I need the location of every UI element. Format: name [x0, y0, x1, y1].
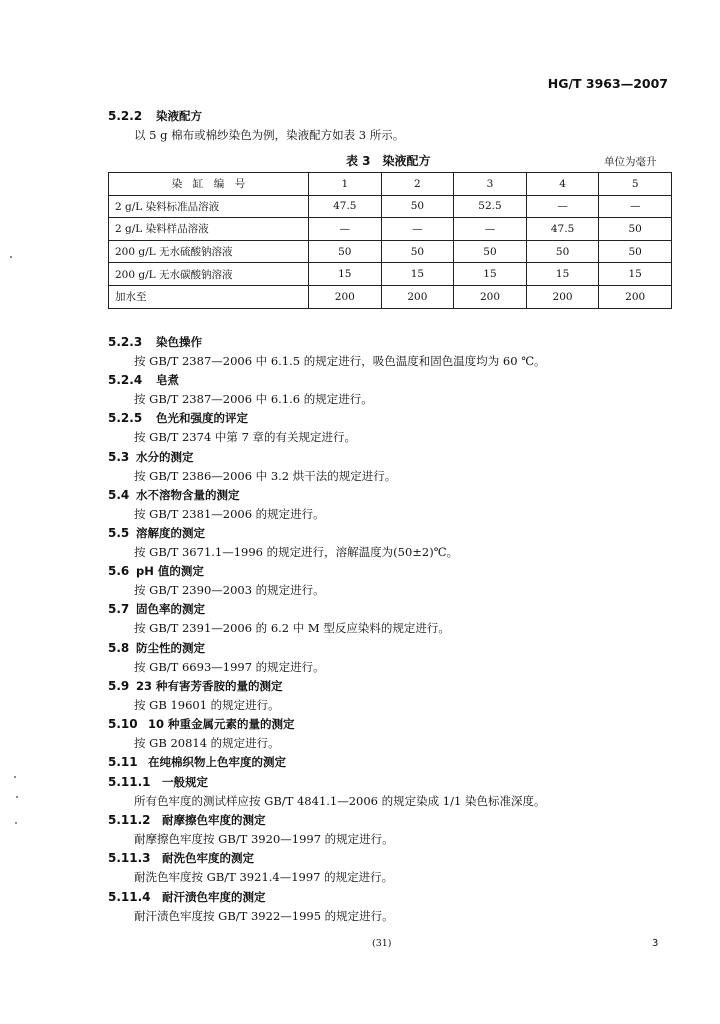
- section-number: 5.11.3: [108, 851, 151, 865]
- table-caption: 表 3 染液配方: [346, 154, 431, 168]
- section-number: 5.6: [108, 564, 130, 578]
- section-body: 按 GB/T 2390—2003 的规定进行。: [134, 583, 325, 597]
- section-title: 耐汗渍色牢度的测定: [162, 890, 266, 904]
- section-heading: [108, 678, 283, 694]
- table-row: [109, 263, 672, 286]
- section-body: 按 GB/T 2386—2006 中 3.2 烘干法的规定进行。: [134, 469, 397, 483]
- section-heading: [108, 774, 208, 790]
- section-body: 耐汗渍色牢度按 GB/T 3922—1995 的规定进行。: [134, 909, 394, 923]
- table-header-cell: 1: [309, 173, 382, 196]
- table-cell: 50: [454, 240, 527, 263]
- section-body: 按 GB/T 2374 中第 7 章的有关规定进行。: [134, 430, 357, 444]
- table-cell: 200: [309, 285, 382, 308]
- section-body: 按 GB/T 3671.1—1996 的规定进行，溶解温度为(50±2)℃。: [134, 545, 459, 559]
- section-title: 在纯棉织物上色牢度的测定: [148, 755, 286, 769]
- table-cell: 47.5: [526, 218, 599, 241]
- section-title: 水不溶物含量的测定: [136, 488, 240, 502]
- section-number: 5.2.3: [108, 335, 143, 349]
- section-heading: [108, 410, 248, 426]
- table-row: [109, 240, 672, 263]
- table-cell: —: [454, 218, 527, 241]
- section-body: 按 GB 19601 的规定进行。: [134, 698, 280, 712]
- section-heading: [108, 754, 286, 770]
- table-header-cell: 2: [381, 173, 454, 196]
- section-number: 5.8: [108, 641, 130, 655]
- section-number: 5.3: [108, 450, 130, 464]
- section-number: 5.11.1: [108, 775, 151, 789]
- section-title: 染液配方: [156, 109, 202, 123]
- section-title: 耐洗色牢度的测定: [162, 851, 254, 865]
- scan-speck: [15, 822, 17, 824]
- table-cell: 52.5: [454, 195, 527, 218]
- scan-speck: [16, 796, 18, 798]
- page-number: 3: [652, 938, 659, 949]
- table-cell: 200: [526, 285, 599, 308]
- dye-formula-table: [108, 172, 672, 309]
- table-cell: 50: [381, 195, 454, 218]
- table-cell: 15: [599, 263, 672, 286]
- table-cell: 200: [599, 285, 672, 308]
- table-cell: 200: [454, 285, 527, 308]
- section-number: 5.2.5: [108, 411, 143, 425]
- table-cell: 50: [599, 240, 672, 263]
- table-cell: 200 g/L 无水碳酸钠溶液: [109, 263, 309, 286]
- table-cell: 15: [309, 263, 382, 286]
- table-cell: 50: [526, 240, 599, 263]
- section-number: 5.9: [108, 679, 130, 693]
- table-row: [109, 195, 672, 218]
- section-heading: [108, 525, 205, 541]
- table-cell: 50: [599, 218, 672, 241]
- section-heading: [108, 563, 204, 579]
- section-heading: [108, 449, 194, 465]
- section-heading: [108, 640, 205, 656]
- section-number: 5.5: [108, 526, 130, 540]
- section-title: 皂煮: [156, 373, 179, 387]
- table-cell: 47.5: [309, 195, 382, 218]
- table-cell: —: [381, 218, 454, 241]
- section-number: 5.11: [108, 755, 138, 769]
- section-number: 5.11.2: [108, 813, 151, 827]
- table-cell: —: [309, 218, 382, 241]
- table-cell: 200: [381, 285, 454, 308]
- section-title: 溶解度的测定: [136, 526, 205, 540]
- table-cell: 50: [381, 240, 454, 263]
- section-heading: [108, 108, 202, 124]
- table-cell: 2 g/L 染料标准品溶液: [109, 195, 309, 218]
- section-heading: [108, 372, 179, 388]
- section-number: 5.2.4: [108, 373, 143, 387]
- section-body: 耐摩擦色牢度按 GB/T 3920—1997 的规定进行。: [134, 832, 394, 846]
- section-body: 按 GB/T 2391—2006 的 6.2 中 M 型反应染料的规定进行。: [134, 621, 450, 635]
- section-title: 防尘性的测定: [136, 641, 205, 655]
- table-row: [109, 218, 672, 241]
- scan-speck: [14, 776, 16, 778]
- section-number: 5.7: [108, 602, 130, 616]
- section-heading: [108, 812, 266, 828]
- table-header-row: [109, 173, 672, 196]
- table-header-cell: 4: [526, 173, 599, 196]
- table-cell: 200 g/L 无水硫酸钠溶液: [109, 240, 309, 263]
- section-number: 5.10: [108, 717, 138, 731]
- section-heading: [108, 601, 205, 617]
- section-title: pH 值的测定: [136, 564, 204, 578]
- section-heading: [108, 487, 240, 503]
- table-cell: 15: [381, 263, 454, 286]
- section-body: 按 GB/T 6693—1997 的规定进行。: [134, 660, 325, 674]
- section-body: 按 GB 20814 的规定进行。: [134, 736, 280, 750]
- table-cell: —: [526, 195, 599, 218]
- section-title: 固色率的测定: [136, 602, 205, 616]
- table-cell: 15: [454, 263, 527, 286]
- table-cell: 加水至: [109, 285, 309, 308]
- section-title: 色光和强度的评定: [156, 411, 248, 425]
- table-header-cell: 染 缸 编 号: [109, 173, 309, 196]
- section-body: 按 GB/T 2381—2006 的规定进行。: [134, 507, 325, 521]
- section-title: 10 种重金属元素的量的测定: [148, 717, 295, 731]
- section-heading: [108, 889, 266, 905]
- section-number: 5.11.4: [108, 890, 151, 904]
- table-header-cell: 5: [599, 173, 672, 196]
- section-title: 耐摩擦色牢度的测定: [162, 813, 266, 827]
- page-mark: (31): [372, 938, 392, 949]
- table-cell: —: [599, 195, 672, 218]
- section-body: 所有色牢度的测试样应按 GB/T 4841.1—2006 的规定染成 1/1 染色标准深度。: [134, 794, 546, 808]
- table-row: [109, 285, 672, 308]
- section-body: 按 GB/T 2387—2006 中 6.1.6 的规定进行。: [134, 392, 373, 406]
- table-cell: 15: [526, 263, 599, 286]
- section-title: 水分的测定: [136, 450, 194, 464]
- section-number: 5.2.2: [108, 109, 143, 123]
- table-unit: 单位为毫升: [604, 156, 657, 168]
- standard-number: HG/T 3963—2007: [547, 76, 668, 91]
- section-number: 5.4: [108, 488, 130, 502]
- section-title: 一般规定: [162, 775, 208, 789]
- section-heading: [108, 334, 202, 350]
- section-body: 以 5 g 棉布或棉纱染色为例，染液配方如表 3 所示。: [134, 128, 405, 142]
- section-heading: [108, 716, 295, 732]
- section-title: 染色操作: [156, 335, 202, 349]
- section-heading: [108, 850, 254, 866]
- scan-speck: [10, 256, 12, 258]
- table-header-cell: 3: [454, 173, 527, 196]
- section-title: 23 种有害芳香胺的量的测定: [136, 679, 283, 693]
- table-cell: 50: [309, 240, 382, 263]
- table-cell: 2 g/L 染料样品溶液: [109, 218, 309, 241]
- section-body: 按 GB/T 2387—2006 中 6.1.5 的规定进行，吸色温度和固色温度均为 60 ℃。: [134, 354, 546, 368]
- section-body: 耐洗色牢度按 GB/T 3921.4—1997 的规定进行。: [134, 870, 394, 884]
